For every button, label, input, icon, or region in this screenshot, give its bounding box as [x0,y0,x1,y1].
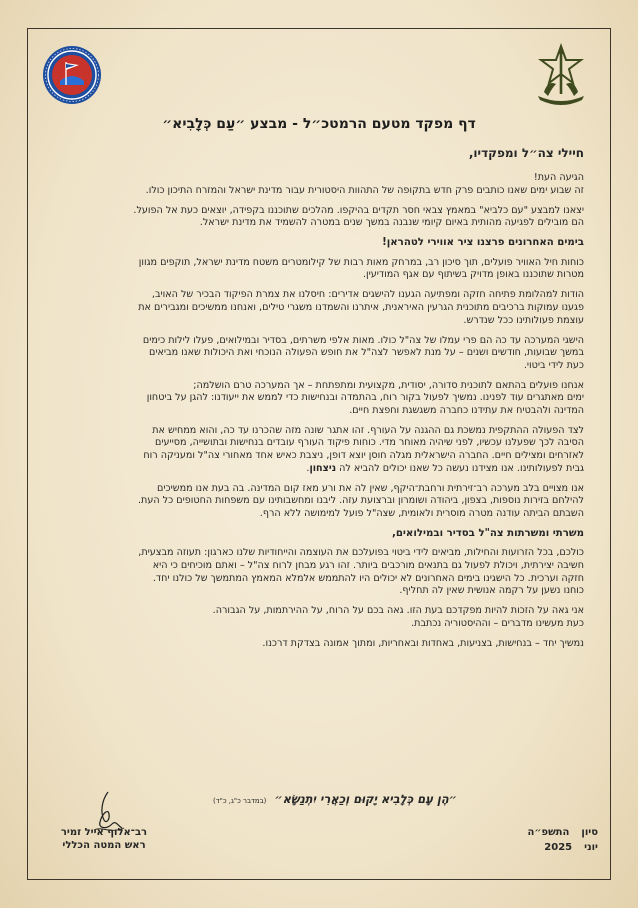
body-paragraph [52,483,584,521]
document-title: דף מפקד מטעם הרמטכ״ל - מבצע ״עַם כְּלָבִיא״ [162,116,476,132]
paragraph-line: המדינה ולהבטיח את עתידנו כחברה משגשגת וחפצת חיים. [349,404,584,416]
body-paragraph [52,425,584,475]
paragraph-line: אני גאה על הזכות להיות מפקדכם בעת הזו. גאה בכם על הרוח, על ההירתמות, על הגבורה. [212,605,584,617]
gregorian-month: יוני [584,842,598,853]
paragraph-line: חזקה וערכית. כל הישגינו בימים האחרונים לא יכולים היו להתממש אלמלא המאמץ המתמשך של כולנו יחד. [152,572,584,584]
paragraph-line: הישגי המערכה עד כה הם פרי עמלו של צה"ל כולו. מאות אלפי משרתים, בסדיר ובמילואים, פעלו לילות כימים [142,334,584,346]
hebrew-month: סיון [581,827,598,838]
paragraph-line: הגיעה העת! [533,172,584,183]
paragraph-line: כעת לידי ביטוי. [523,359,584,371]
signer-position: ראש המטה הכללי [62,840,146,851]
hebrew-date [508,825,598,840]
paragraph-line: הסיבה לכך שפעלנו עכשיו, לפני שיהיה מאוחר מדי. כוחות פיקוד העורף עובדים בנחישות ובתושייה, מסייעים [154,437,584,449]
salutation: חיילי צה״ל ומפקדיו, [468,146,584,160]
paragraph-line: כוחנו נשען על רקמה אנושית שאין לה תחליף. [399,585,584,597]
emphasized-word: ניצחון [309,462,337,474]
closing-verse [130,788,540,807]
paragraph-line: הם מובילים לפגיעה מהותית באיום קיומי שנבנה במשך שנים במטרה להשמיד את מדינת ישראל. [199,217,584,229]
body-paragraph [52,605,584,630]
paragraph-line: לצד הפעולה ההתקפית נמשכת גם ההגנה על העורף. זהו אתגר שונה מזה שהכרנו עד כה, והוא ממחיש את [152,424,584,436]
body-paragraph [52,335,584,373]
home-front-command-emblem-icon [42,45,102,105]
paragraph-line: יצאנו למבצע "עם כלביא" במאמץ צבאי חסר תקדים בהיקפו. מהלכים שתוכננו בקפידה, יוצאים כעת אל הפועל. [133,204,584,216]
paragraph-line: כולכם, בכל הזרועות והחילות, מביאים לידי ביטוי בפועלכם את העוצמה והייחודיות שלנו כארגון: תעוזה מבצעית, [138,547,584,559]
body-paragraph [52,547,584,597]
paragraph-line: להילחם בזירות נוספות, בצפון, ביהודה ושומרון וברצועת עזה. ליבנו ומחשבותינו עם משפחות החטופים כל העת. [138,495,584,507]
paragraph-line: גבית לפעולותינו. אנו מצידנו נעשה כל שאנו יכולים להביא לה ניצחון. [306,462,584,474]
body-paragraph [52,638,584,651]
paragraph-line: אנחנו פועלים בהתאם לתוכנית סדורה, יסודית, מקצועית ומתפתחת – אך המערכה טרם הושלמה; [193,379,584,391]
paragraph-line: עוצמת פעולותינו ככל שנדרש. [463,314,584,326]
body-paragraph [52,172,584,197]
paragraph-line: במשך שבועות, חודשים ושנים – על מנת לאפשר לצה"ל את חופש הפעולה הנוכחי ואת היכולות שאנו מביאים [149,347,584,359]
paragraph-line: חשיבה יצירתית, ויכולת לפעול גם בתנאים מורכבים ביותר. זהו רגע מבחן לרוח צה"ל – ואתם מוכיחים כי היא [152,559,584,571]
body-paragraph [52,205,584,230]
paragraph-line: אנו מצויים בלב מערכה רב־זירתית ורחבת־היקף, שאין לה את ורע מאז קום המדינה. בה בעת אנו ממשיכים [157,482,584,494]
paragraph-line: פגענו עמוקות ברכיבים מתוכנית הגרעין האיראנית, איתרנו והשמדנו משגרי טילים, ואנחנו ממשיכים ומגבירים את [138,301,584,313]
paragraph-line: לאזרחים ומצילים חיים. החברה הישראלית מגלה חוסן יוצא דופן, ניצבת כאיש אחד מאחורי צה"ל ומעניקה רוח [143,450,584,462]
section-heading: משרתי ומשרתות צה"ל בסדיר ובמילואים, [391,527,584,539]
paragraph-line: זה שבוע ימים שאנו כותבים פרק חדש בתקופה של התהוות היסטורית עבור מדינת ישראל והמזרח התיכון כולו. [145,184,584,196]
gregorian-date [508,840,598,855]
paragraph-line: ימים מאתגרים עוד לפנינו. נמשיך לפעול בקור רוח, בהתמדה ובנחישות כדי לממש את ייעודנו: להגן על ביטחון [146,392,584,404]
date-block [508,825,598,855]
verse-reference: (במדבר כ"ג, כ"ד) [213,797,267,805]
hebrew-year: התשפ״ה [527,827,570,838]
paragraph-line: נמשיך יחד – בנחישות, בצניעות, באחדות ובאחריות, ומתוך אמונה בצדקת דרכנו. [262,637,584,649]
signature-block [44,826,164,852]
body-paragraph [52,289,584,327]
body-paragraph [52,257,584,282]
signer-name: רב־אלוף אייל זמיר [60,827,148,838]
idf-emblem-icon [526,40,596,110]
paragraph-line: כוחות חיל האוויר פועלים, תוך סיכון רב, במרחק מאות רבות של קילומטרים משטח מדינת ישראל, תוקפים מגוון [138,256,584,268]
gregorian-year: 2025 [544,842,573,853]
body-paragraph [52,380,584,418]
section-heading: בימים האחרונים פרצנו ציר אווירי לטהראן! [382,237,584,249]
paragraph-line: כעת מעשינו מדברים – וההיסטוריה נכתבת. [411,617,584,629]
paragraph-line: הודות למהלומת פתיחה חזקה ומפתיעה הגענו להישגים אדירים: חיסלנו את צמרת הפיקוד הבכיר של האויב, [151,289,584,301]
letter-body [52,146,584,658]
paragraph-line: השבתם הביתה עודנה מטרה מוסרית ולאומית, שצה"ל פועל למימושה ללא הרף. [259,507,584,519]
verse-text: ״הֶן עָם כְּלָבִיא יָקוּם וְכַאֲרִי יִתְנַשָּׂא״ [274,792,457,806]
paragraph-line: מטרות שתוכננו באופן מדויק בשיתוף עם אגף המודיעין. [362,269,584,281]
